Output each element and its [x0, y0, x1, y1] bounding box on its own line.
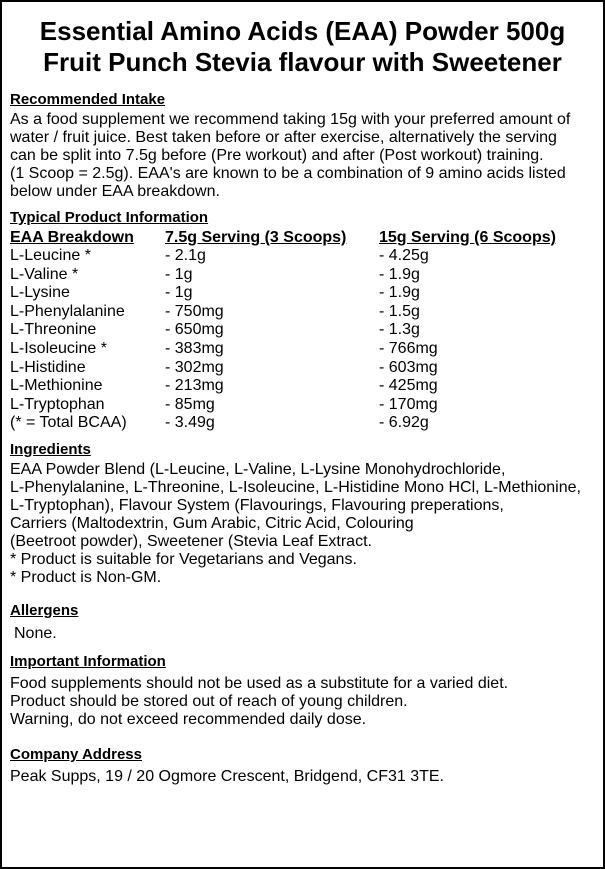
table-row: [10, 377, 595, 396]
table-header-row: [10, 228, 595, 247]
table-header-eaa-breakdown: EAA Breakdown: [10, 229, 134, 246]
table-row: [10, 396, 595, 415]
product-title-line1: Essential Amino Acids (EAA) Powder 500g: [39, 16, 566, 46]
text-line: water / fruit juice. Best taken before or after exercise, alternatively the serving: [10, 129, 557, 146]
amino-serving-15g: - 1.3g: [379, 321, 420, 339]
text-line: Warning, do not exceed recommended daily dose.: [10, 710, 367, 728]
typical-product-info-heading-text: Typical Product Information: [10, 209, 209, 226]
table-row: [10, 247, 595, 266]
table-header-serving-7-5g: 7.5g Serving (3 Scoops): [165, 229, 347, 246]
amino-serving-7-5g: - 750mg: [165, 302, 224, 320]
table-row: [10, 303, 595, 322]
amino-serving-7-5g: - 650mg: [165, 321, 224, 339]
text-line: EAA Powder Blend (L-Leucine, L-Valine, L-Lysine Monohydrochloride,: [10, 460, 506, 478]
amino-serving-15g: - 170mg: [379, 395, 438, 413]
amino-serving-15g: - 6.92g: [379, 414, 429, 432]
amino-serving-7-5g: - 1g: [165, 284, 193, 302]
amino-serving-15g: - 766mg: [379, 339, 438, 357]
amino-serving-7-5g: - 213mg: [165, 377, 224, 395]
amino-name: L-Methionine: [10, 377, 103, 395]
allergens-text: None.: [14, 624, 57, 642]
ingredients-heading-text: Ingredients: [10, 440, 91, 458]
text-line: Product should be stored out of reach of young children.: [10, 692, 408, 710]
amino-serving-7-5g: - 85mg: [165, 395, 215, 413]
amino-serving-15g: - 1.9g: [379, 284, 420, 302]
company-address-text: Peak Supps, 19 / 20 Ogmore Crescent, Bridgend, CF31 3TE.: [10, 767, 444, 785]
text-line: * Product is suitable for Vegetarians and Vegans.: [10, 550, 357, 568]
typical-product-info-heading: [10, 209, 595, 226]
recommended-intake-text: [10, 111, 595, 201]
table-row: [10, 340, 595, 359]
amino-serving-7-5g: - 2.1g: [165, 247, 206, 264]
amino-name: (* = Total BCAA): [10, 414, 127, 432]
text-line: L-Phenylalanine, L-Threonine, L-Isoleucine, L-Histidine Mono HCl, L-Methionine,: [10, 478, 581, 496]
product-title: [10, 16, 595, 78]
text-line: As a food supplement we recommend taking 15g with your preferred amount of: [10, 111, 571, 128]
recommended-intake-heading-text: Recommended Intake: [10, 91, 166, 108]
allergens-heading-text: Allergens: [10, 601, 79, 619]
amino-name: L-Valine *: [10, 265, 79, 283]
company-address-heading-text: Company Address: [10, 745, 142, 763]
important-information-heading-text: Important Information: [10, 652, 166, 670]
table-header-serving-15g: 15g Serving (6 Scoops): [379, 229, 556, 246]
amino-name: L-Histidine: [10, 358, 86, 376]
text-line: Food supplements should not be used as a substitute for a varied diet.: [10, 674, 509, 692]
important-information-heading: [10, 653, 595, 670]
ingredients-heading: [10, 441, 595, 458]
important-information-text: [10, 675, 595, 729]
amino-name: L-Leucine *: [10, 247, 91, 264]
amino-serving-15g: - 1.5g: [379, 302, 420, 320]
amino-name: L-Isoleucine *: [10, 339, 107, 357]
text-line: below under EAA breakdown.: [10, 183, 220, 200]
table-row: [10, 284, 595, 303]
table-row: [10, 266, 595, 285]
amino-serving-7-5g: - 302mg: [165, 358, 224, 376]
text-line: can be split into 7.5g before (Pre workout) and after (Post workout) training.: [10, 147, 544, 164]
allergens-heading: [10, 602, 595, 619]
amino-name: L-Phenylalanine: [10, 302, 125, 320]
table-row: [10, 414, 595, 433]
amino-serving-15g: - 1.9g: [379, 265, 420, 283]
text-line: Carriers (Maltodextrin, Gum Arabic, Citric Acid, Colouring: [10, 514, 414, 532]
table-row: [10, 321, 595, 340]
ingredients-text: [10, 461, 595, 587]
amino-serving-15g: - 425mg: [379, 377, 438, 395]
text-line: * Product is Non-GM.: [10, 568, 162, 586]
amino-serving-7-5g: - 3.49g: [165, 414, 215, 432]
amino-name: L-Lysine: [10, 284, 70, 302]
text-line: L-Tryptophan), Flavour System (Flavourings, Flavouring preperations,: [10, 496, 504, 514]
amino-name: L-Threonine: [10, 321, 97, 339]
amino-serving-15g: - 603mg: [379, 358, 438, 376]
amino-serving-7-5g: - 1g: [165, 265, 193, 283]
text-line: (Beetroot powder), Sweetener (Stevia Leaf Extract.: [10, 532, 372, 550]
product-title-line2: Fruit Punch Stevia flavour with Sweetener: [43, 47, 562, 77]
recommended-intake-heading: [10, 91, 595, 108]
table-row: [10, 359, 595, 378]
amino-name: L-Tryptophan: [10, 395, 105, 413]
company-address-heading: [10, 746, 595, 763]
amino-serving-15g: - 4.25g: [379, 247, 429, 264]
eaa-breakdown-table: [10, 228, 595, 433]
text-line: (1 Scoop = 2.5g). EAA's are known to be a combination of 9 amino acids listed: [10, 165, 566, 182]
amino-serving-7-5g: - 383mg: [165, 339, 224, 357]
